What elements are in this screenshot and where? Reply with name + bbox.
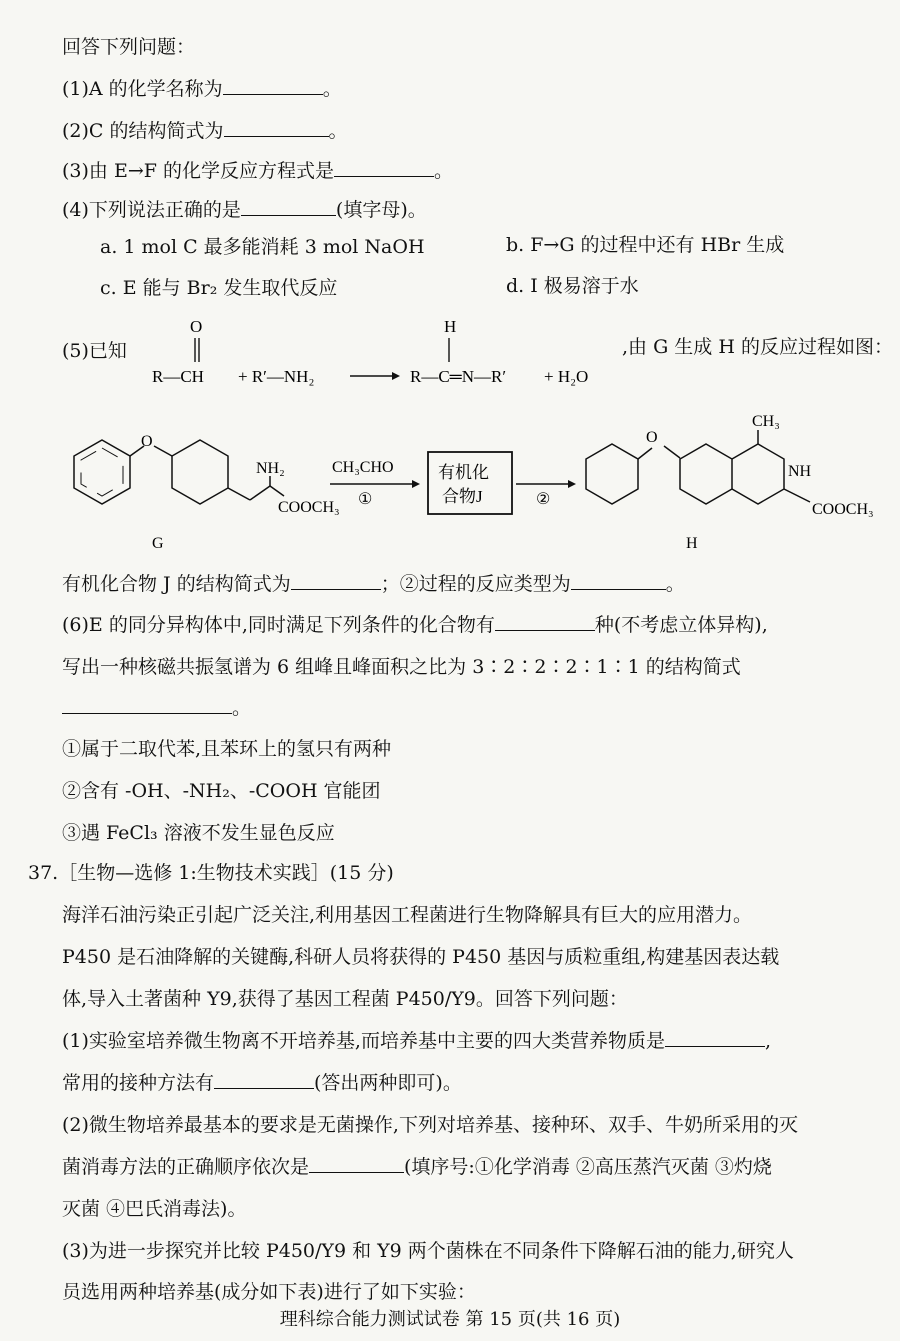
benzene-ring <box>680 444 732 504</box>
bond <box>270 486 284 496</box>
bond <box>228 488 250 500</box>
q36-part6: (6)E 的同分异构体中,同时满足下列条件的化合物有 种(不考虑立体异构), <box>62 614 768 636</box>
q37-para-line3: 体,导入土著菌种 Y9,获得了基因工程菌 P450/Y9。回答下列问题： <box>62 988 628 1010</box>
reagent-acetaldehyde: CH₃CHO <box>332 459 394 476</box>
bond <box>784 489 810 502</box>
answer-blank[interactable] <box>334 158 434 177</box>
ester-group: COOCH₃ <box>812 501 874 518</box>
rxn-imine: R—C═N—R′ <box>410 367 507 386</box>
answer-blank[interactable] <box>495 612 595 631</box>
step-2: ② <box>536 491 551 508</box>
bond <box>638 448 652 459</box>
box-line-1: 有机化 <box>438 463 489 482</box>
label-g: G <box>152 535 164 552</box>
amine-nh: NH <box>788 463 812 480</box>
q37-para-line1: 海洋石油污染正引起广泛关注,利用基因工程菌进行生物降解具有巨大的应用潜力。 <box>62 904 753 926</box>
q36-part5-tail: ,由 G 生成 H 的反应过程如图： <box>622 336 893 358</box>
q37-part1-line1: (1)实验室培养微生物离不开培养基,而培养基中主要的四大类营养物质是 , <box>62 1030 772 1052</box>
q37-part2-line3: 灭菌 ④巴氏消毒法)。 <box>62 1198 247 1220</box>
q36-part4: (4)下列说法正确的是 (填字母)。 <box>62 199 427 221</box>
known-reaction-scheme <box>140 312 640 392</box>
q37-part1-line2: 常用的接种方法有 (答出两种即可)。 <box>62 1072 462 1094</box>
j-question: 有机化合物 J 的结构简式为 ；②过程的反应类型为 。 <box>62 573 685 595</box>
q36-part2: (2)C 的结构简式为 。 <box>62 120 348 142</box>
methyl-group: CH₃ <box>752 413 780 430</box>
option-d: d. I 极易溶于水 <box>506 275 639 297</box>
answer-blank[interactable] <box>291 571 381 590</box>
condition-2: ②含有 -OH、-NH₂、-COOH 官能团 <box>62 780 381 802</box>
q36-part6-line2: 写出一种核磁共振氢谱为 6 组峰且峰面积之比为 3∶2∶2∶2∶1∶1 的结构简式 <box>62 656 741 678</box>
answer-blank[interactable] <box>224 118 329 137</box>
answer-blank[interactable] <box>214 1070 314 1089</box>
condition-1: ①属于二取代苯,且苯环上的氢只有两种 <box>62 738 392 760</box>
q37-part2-line2: 菌消毒方法的正确顺序依次是 (填序号:①化学消毒 ②高压蒸汽灭菌 ③灼烧 <box>62 1156 772 1178</box>
condition-3: ③遇 FeCl₃ 溶液不发生显色反应 <box>62 822 335 844</box>
molecule-h <box>586 413 874 552</box>
answer-blank[interactable] <box>309 1154 404 1173</box>
answer-blank[interactable] <box>241 197 336 216</box>
benzene-ring <box>172 440 228 504</box>
arrow-head <box>568 480 576 488</box>
q37-para-line2: P450 是石油降解的关键酶,科研人员将获得的 P450 基因与质粒重组,构建基因表达载 <box>62 946 780 968</box>
page-footer: 理科综合能力测试试卷 第 15 页(共 16 页) <box>279 1309 621 1330</box>
step-1: ① <box>358 491 373 508</box>
rxn-imine-h: H <box>444 317 457 336</box>
rxn-water: + H₂O <box>544 367 589 386</box>
q36-intro: 回答下列问题： <box>62 36 196 58</box>
molecule-g <box>74 433 340 552</box>
rxn-aldehyde-o: O <box>190 317 203 336</box>
q36-part5-label: (5)已知 <box>62 340 127 362</box>
bond <box>154 446 172 456</box>
q37-part3-line1: (3)为进一步探究并比较 P450/Y9 和 Y9 两个菌株在不同条件下降解石油的能力,研究人 <box>62 1240 794 1262</box>
answer-blank[interactable] <box>62 695 232 714</box>
q36-part6-line3: 。 <box>62 695 251 721</box>
amino-group: NH₂ <box>256 460 285 477</box>
ester-group: COOCH₃ <box>278 499 340 516</box>
ring-inner <box>81 448 123 496</box>
arrow-head <box>392 372 400 380</box>
arrow-head <box>412 480 420 488</box>
answer-blank[interactable] <box>223 76 323 95</box>
benzene-ring <box>74 440 130 504</box>
q37-heading: 37.［生物—选修 1:生物技术实践］(15 分) <box>28 862 394 884</box>
g-to-h-scheme <box>40 400 900 560</box>
q36-part1: (1)A 的化学名称为 。 <box>62 78 342 100</box>
box-line-2: 合物J <box>442 487 483 506</box>
bond <box>250 486 270 500</box>
q37-part2-line1: (2)微生物培养最基本的要求是无菌操作,下列对培养基、接种环、双手、牛奶所采用的灭 <box>62 1114 798 1136</box>
label-h: H <box>686 535 698 552</box>
rxn-aldehyde: R—CH <box>152 367 204 386</box>
option-b: b. F→G 的过程中还有 HBr 生成 <box>506 234 785 256</box>
benzene-ring <box>586 444 638 504</box>
answer-blank[interactable] <box>665 1028 765 1047</box>
q37-part3-line2: 员选用两种培养基(成分如下表)进行了如下实验： <box>62 1281 476 1303</box>
answer-blank[interactable] <box>571 571 666 590</box>
q36-part3: (3)由 E→F 的化学反应方程式是 。 <box>62 160 453 182</box>
ether-oxygen: O <box>646 429 658 446</box>
bond <box>664 446 680 458</box>
option-c: c. E 能与 Br₂ 发生取代反应 <box>100 277 338 299</box>
ether-oxygen: O <box>141 433 153 450</box>
rxn-amine: + R′—NH₂ <box>238 367 315 386</box>
piperidine-ring <box>732 444 784 504</box>
option-a: a. 1 mol C 最多能消耗 3 mol NaOH <box>100 236 425 258</box>
